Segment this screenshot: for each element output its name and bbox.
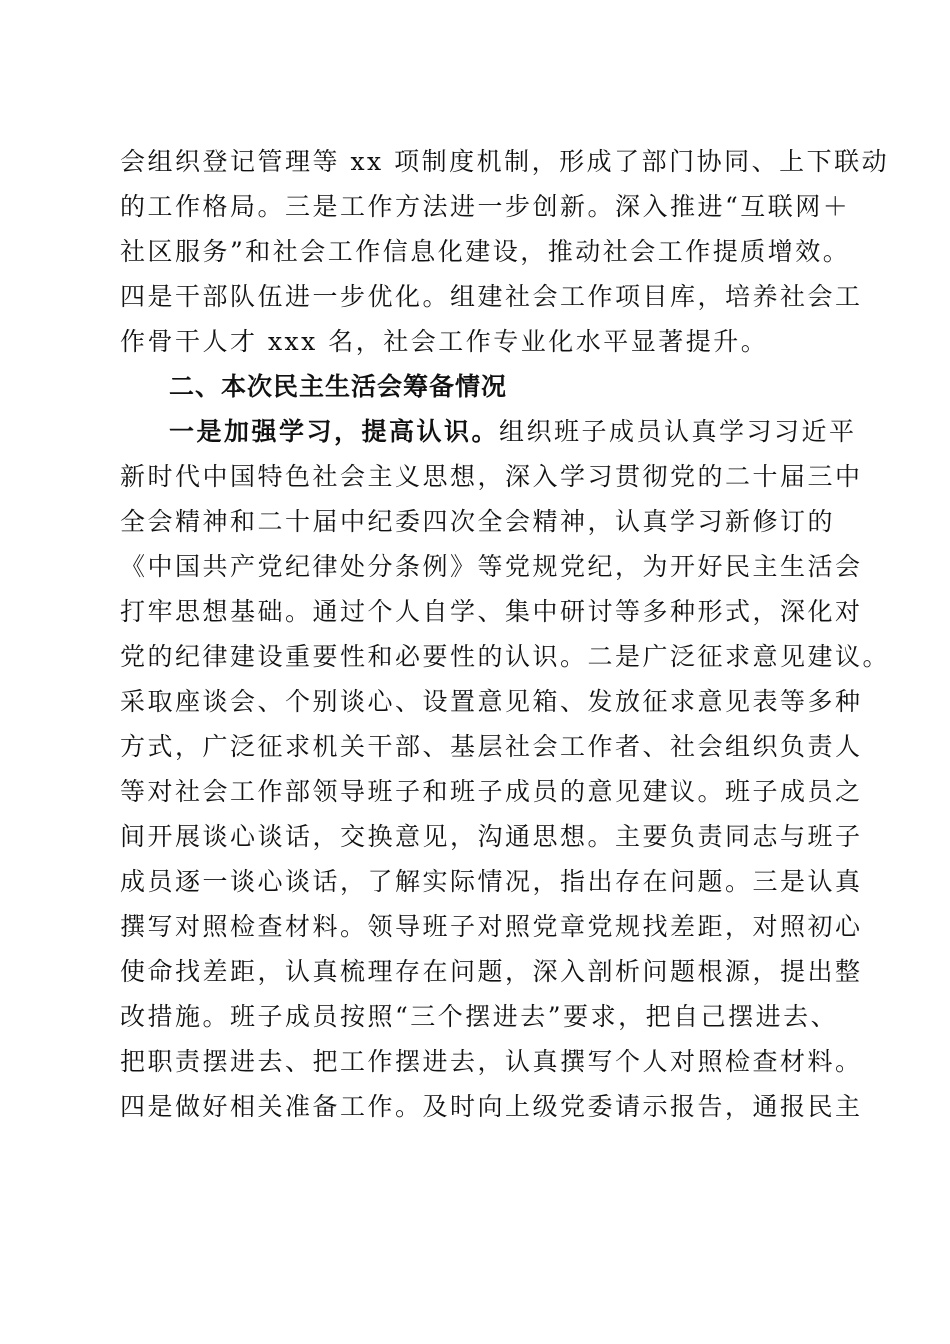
paragraph-line: 党的纪律建设重要性和必要性的认识。二是广泛征求意见建议。 bbox=[120, 642, 891, 671]
paragraph-line: 撰写对照检查材料。领导班子对照党章党规找差距，对照初心 bbox=[120, 912, 863, 941]
paragraph-line: 使命找差距，认真梳理存在问题，深入剖析问题根源，提出整 bbox=[120, 957, 863, 986]
paragraph-line: 四是干部队伍进一步优化。组建社会工作项目库，培养社会工 bbox=[120, 282, 863, 311]
paragraph-first-line bbox=[169, 410, 857, 454]
paragraph-line: 会组织登记管理等 xx 项制度机制，形成了部门协同、上下联动 bbox=[120, 147, 890, 176]
paragraph-line: 间开展谈心谈话，交换意见，沟通思想。主要负责同志与班子 bbox=[120, 822, 863, 851]
paragraph-line: 新时代中国特色社会主义思想，深入学习贯彻党的二十届三中 bbox=[120, 462, 863, 491]
paragraph-line: 社区服务”和社会工作信息化建设，推动社会工作提质增效。 bbox=[120, 237, 851, 266]
paragraph-line: 打牢思想基础。通过个人自学、集中研讨等多种形式，深化对 bbox=[120, 597, 863, 626]
paragraph-line: 等对社会工作部领导班子和班子成员的意见建议。班子成员之 bbox=[120, 777, 863, 806]
paragraph-first-line-rest: 组织班子成员认真学习习近平 bbox=[499, 417, 857, 446]
section-heading: 二、本次民主生活会筹备情况 bbox=[169, 372, 508, 401]
paragraph-line: 采取座谈会、个别谈心、设置意见箱、发放征求意见表等多种 bbox=[120, 687, 863, 716]
paragraph-line: 全会精神和二十届中纪委四次全会精神，认真学习新修订的 bbox=[120, 507, 836, 536]
paragraph-line: 四是做好相关准备工作。及时向上级党委请示报告，通报民主 bbox=[120, 1092, 863, 1121]
paragraph-line: 改措施。班子成员按照“三个摆进去”要求，把自己摆进去、 bbox=[120, 1002, 839, 1031]
paragraph-line: 的工作格局。三是工作方法进一步创新。深入推进“互联网＋ bbox=[120, 192, 851, 221]
paragraph-lead: 一是加强学习，提高认识。 bbox=[169, 417, 500, 446]
paragraph-line: 方式，广泛征求机关干部、基层社会工作者、社会组织负责人 bbox=[120, 732, 863, 761]
paragraph-line: 作骨干人才 xxx 名，社会工作专业化水平显著提升。 bbox=[120, 327, 769, 356]
paragraph-line: 成员逐一谈心谈话，了解实际情况，指出存在问题。三是认真 bbox=[120, 867, 863, 896]
paragraph-line: 把职责摆进去、把工作摆进去，认真撰写个人对照检查材料。 bbox=[120, 1047, 863, 1076]
paragraph-line: 《中国共产党纪律处分条例》等党规党纪，为开好民主生活会 bbox=[120, 552, 863, 581]
